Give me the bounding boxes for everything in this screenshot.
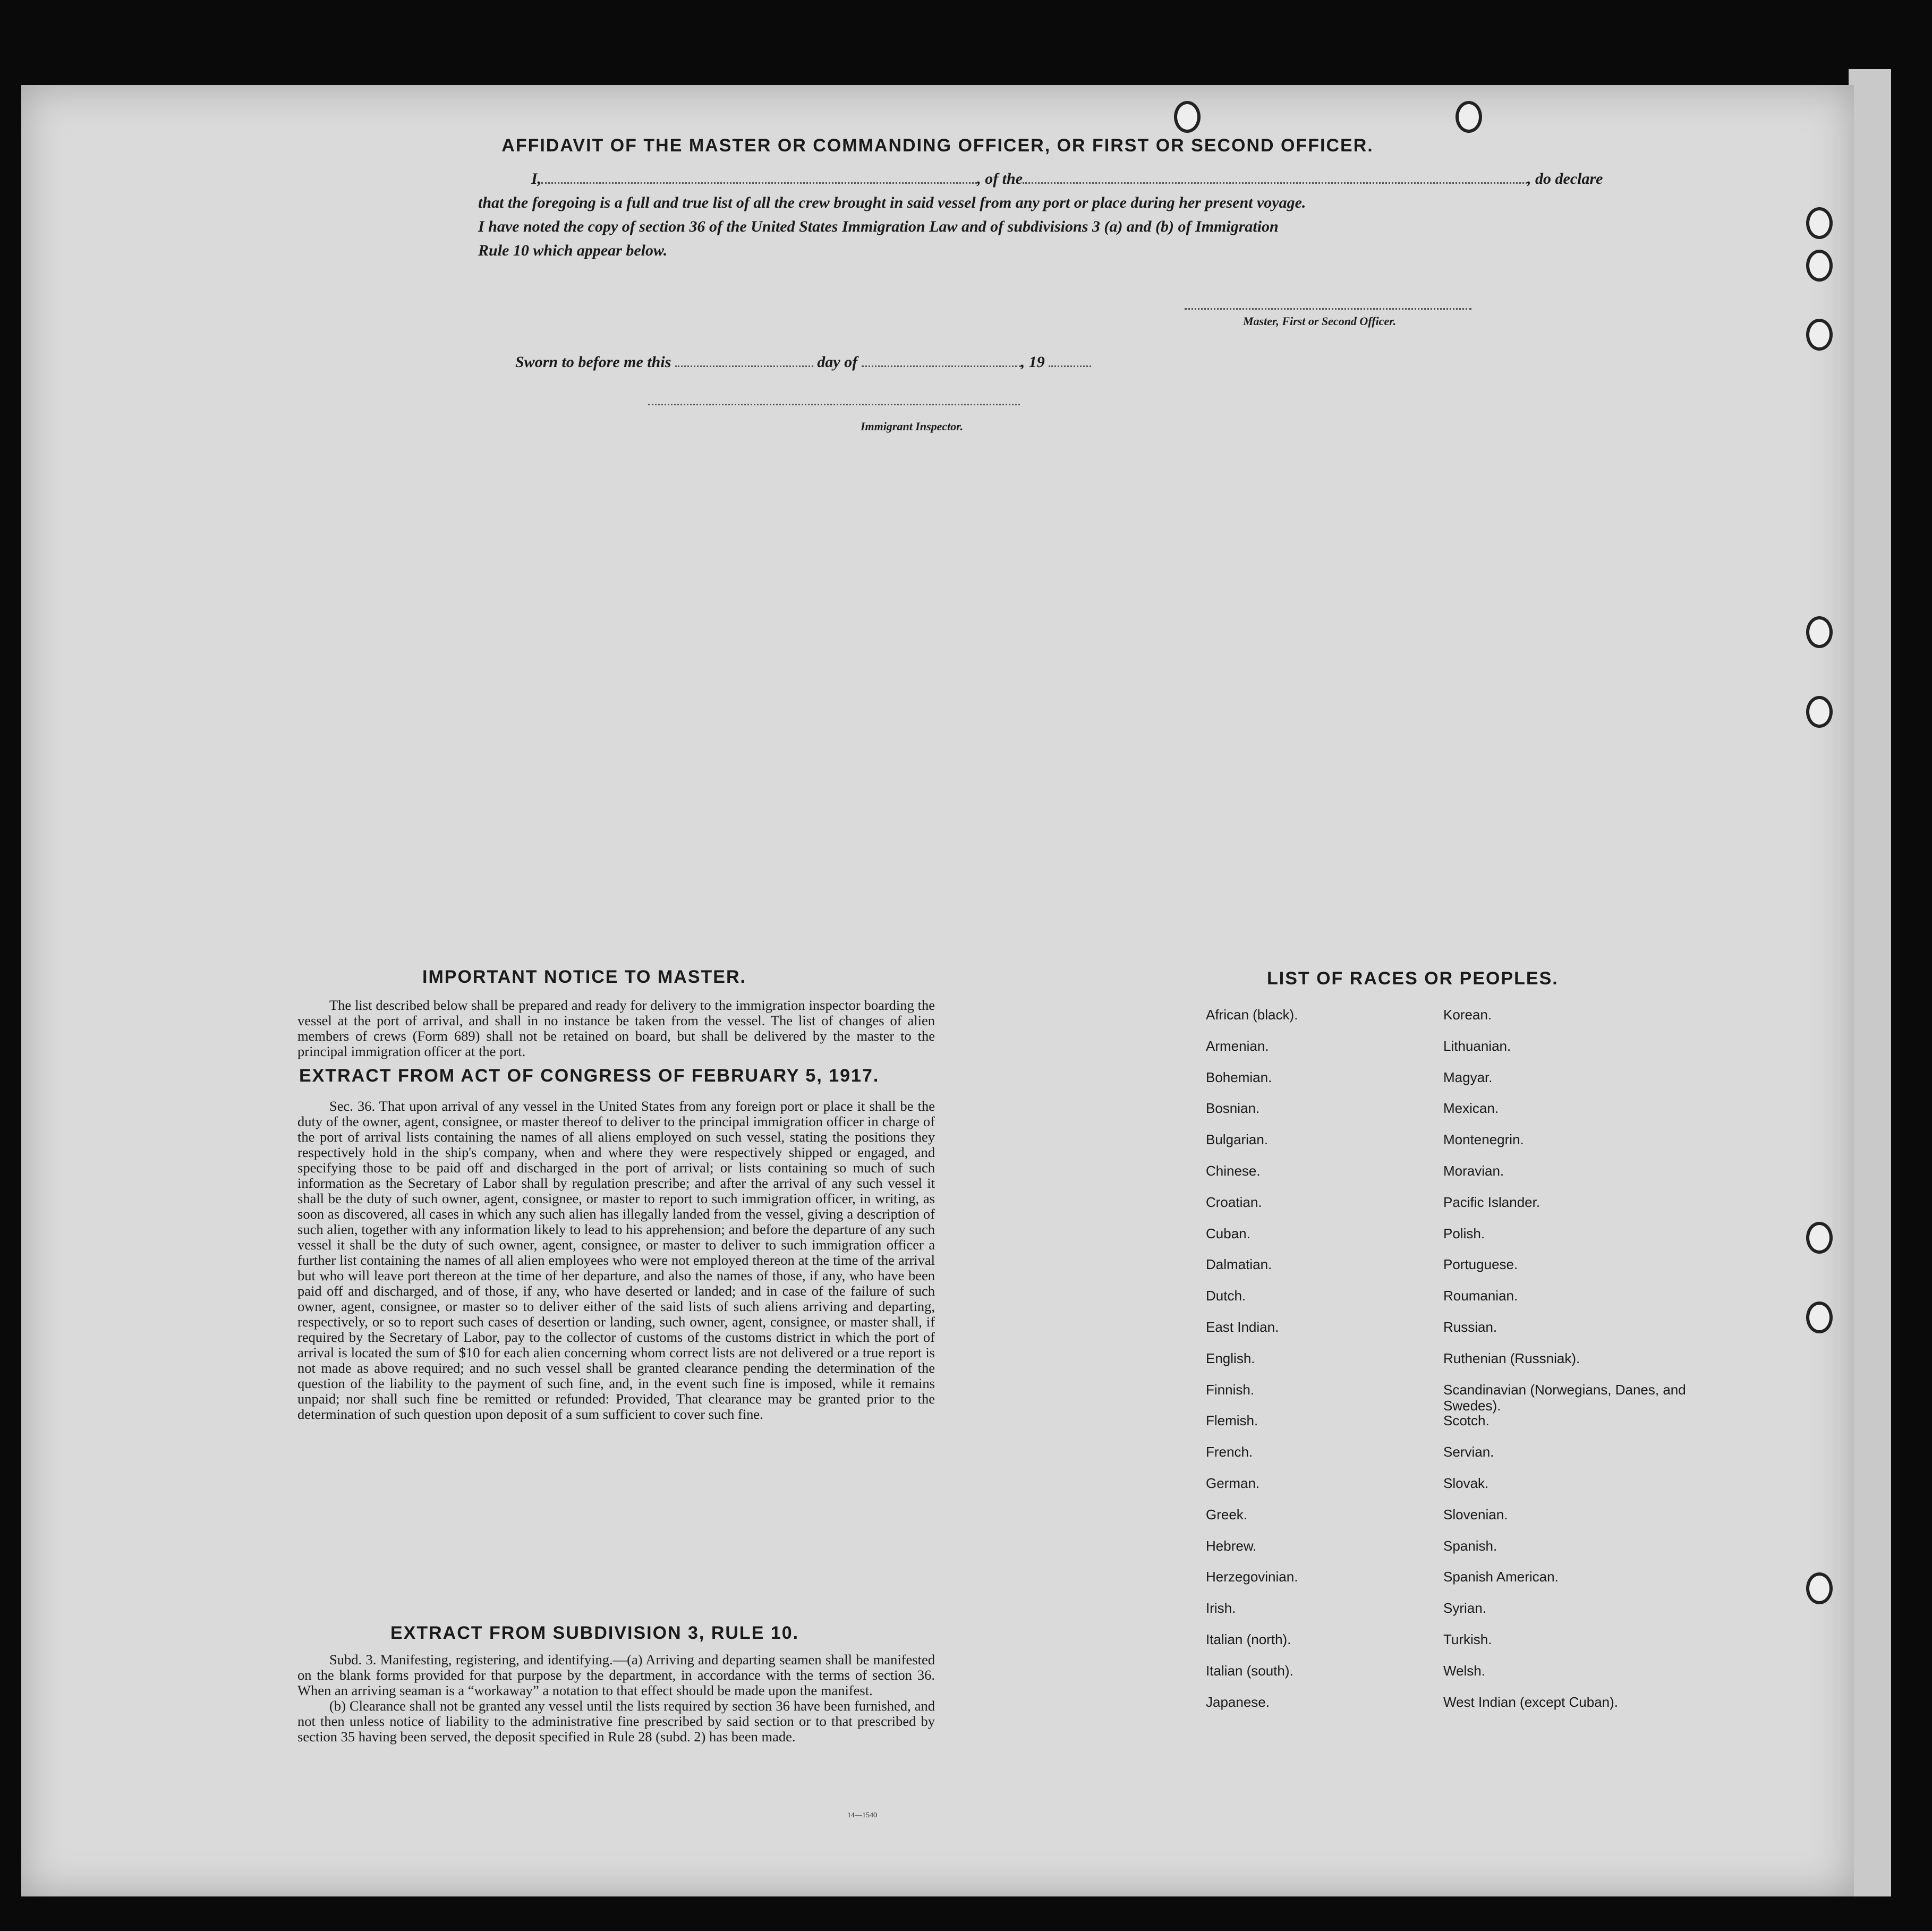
race-item: Portuguese. [1443, 1256, 1518, 1273]
rule-extract-text-b: (b) Clearance shall not be granted any vessel until the lists required by section 36 have been furnished, and not then unless notice of liability to the administrative fine prescribed by said section or to that prescribed by section 35 having been served, the deposit specified in Rule 28 (subd. 2) has been made. [297, 1698, 935, 1745]
master-signature-field[interactable] [1185, 308, 1471, 310]
punch-hole-icon [1806, 319, 1833, 351]
race-item: Armenian. [1206, 1037, 1269, 1054]
form-number: 14—1540 [847, 1811, 877, 1819]
race-item: Croatian. [1206, 1194, 1262, 1210]
race-item: Slovak. [1443, 1475, 1489, 1491]
punch-hole-icon [1806, 1301, 1833, 1333]
race-item: Spanish. [1443, 1537, 1497, 1554]
affidavit-of-the: , of the [977, 170, 1023, 188]
sworn-day-field[interactable] [675, 365, 813, 367]
sworn-year-field[interactable] [1049, 365, 1091, 367]
notice-text-block [297, 998, 935, 1059]
rule-extract-text-a: Subd. 3. Manifesting, registering, and identifying.—(a) Arriving and departing seamen shall be manifested on the blank forms provided for that purpose by the department, in accordance with the terms of section 36. When an arriving seaman is a “workaway” a notation to that effect should be made upon the manifest. [297, 1652, 935, 1698]
race-item: French. [1206, 1444, 1253, 1460]
affidavit-title: AFFIDAVIT OF THE MASTER OR COMMANDING OFFICER, OR FIRST OR SECOND OFFICER. [501, 135, 1374, 156]
race-item: Montenegrin. [1443, 1132, 1524, 1148]
race-item: Polish. [1443, 1225, 1485, 1241]
race-item: Dalmatian. [1206, 1256, 1272, 1273]
sworn-day-of: day of [817, 353, 858, 371]
race-item: Pacific Islander. [1443, 1194, 1541, 1210]
punch-hole-icon [1456, 101, 1482, 133]
punch-hole-icon [1806, 1222, 1833, 1254]
race-item: Cuban. [1206, 1225, 1250, 1241]
race-item: Dutch. [1206, 1288, 1246, 1304]
punch-hole-icon [1806, 250, 1833, 282]
race-item: Slovenian. [1443, 1506, 1508, 1522]
races-right-column [1443, 1007, 1688, 1725]
race-item: Spanish American. [1443, 1569, 1559, 1585]
race-item: Korean. [1443, 1007, 1492, 1023]
affidavit-line-2: that the foregoing is a full and true list of all the crew brought in said vessel from any port or place during her present voyage. [478, 194, 1306, 211]
inspector-signature-field[interactable] [648, 404, 1020, 405]
affidavit-do-declare: , do declare [1527, 170, 1603, 188]
affidavit-i: I, [531, 170, 542, 188]
notice-title: IMPORTANT NOTICE TO MASTER. [422, 967, 746, 987]
manifest-back-page [21, 85, 1854, 1896]
race-item: Greek. [1206, 1506, 1248, 1522]
master-signature-caption: Master, First or Second Officer. [1243, 314, 1397, 328]
sworn-line [515, 353, 1091, 371]
race-item: Herzegovinian. [1206, 1569, 1298, 1585]
race-item: Bohemian. [1206, 1069, 1272, 1085]
race-item: West Indian (except Cuban). [1443, 1694, 1619, 1710]
act-extract-title: EXTRACT FROM ACT OF CONGRESS OF FEBRUARY 5, 1917. [299, 1066, 880, 1086]
race-item: Japanese. [1206, 1694, 1270, 1710]
race-item: Roumanian. [1443, 1288, 1518, 1304]
act-extract-block [297, 1099, 935, 1422]
race-item: Flemish. [1206, 1413, 1258, 1429]
race-item: Italian (north). [1206, 1631, 1291, 1647]
race-item: African (black). [1206, 1007, 1298, 1023]
rule-extract-block [297, 1652, 935, 1745]
race-item: Servian. [1443, 1444, 1494, 1460]
race-item: Ruthenian (Russniak). [1443, 1350, 1580, 1366]
race-item: Turkish. [1443, 1631, 1492, 1647]
affidavit-line-3: I have noted the copy of section 36 of the United States Immigration Law and of subdivisions 3 (a) and (b) of Immigration [478, 218, 1279, 235]
notice-text: The list described below shall be prepared and ready for delivery to the immigration inspector boarding the vessel at the port of arrival, and shall in no instance be taken from the vessel. The list of changes of alien members of crews (Form 689) shall not be retained on board, but shall be delivered by the master to the principal immigration officer at the port. [297, 997, 935, 1059]
race-item: Moravian. [1443, 1162, 1504, 1179]
races-title: LIST OF RACES OR PEOPLES. [1267, 968, 1559, 989]
race-item: Italian (south). [1206, 1662, 1293, 1679]
sworn-month-field[interactable] [862, 365, 1021, 367]
master-name-field[interactable] [541, 182, 977, 184]
races-left-column [1206, 1007, 1429, 1725]
punch-hole-icon [1806, 616, 1833, 648]
affidavit-line-4: Rule 10 which appear below. [478, 242, 668, 259]
race-item: Irish. [1206, 1600, 1236, 1617]
race-item: Scandinavian (Norwegians, Danes, and Swedes). [1443, 1381, 1686, 1414]
punch-hole-icon [1806, 696, 1833, 728]
sworn-year: , 19 [1020, 353, 1045, 371]
affidavit-declaration-line [531, 170, 1603, 188]
race-item: Chinese. [1206, 1162, 1261, 1179]
race-item: Magyar. [1443, 1069, 1493, 1085]
race-item: German. [1206, 1475, 1260, 1491]
race-item: Bosnian. [1206, 1100, 1260, 1117]
rule-extract-title: EXTRACT FROM SUBDIVISION 3, RULE 10. [390, 1623, 799, 1643]
race-item: Finnish. [1206, 1381, 1255, 1398]
race-item: East Indian. [1206, 1318, 1279, 1335]
race-item: Mexican. [1443, 1100, 1499, 1117]
vessel-name-field[interactable] [1023, 182, 1527, 184]
race-item: Hebrew. [1206, 1537, 1257, 1554]
sworn-text: Sworn to before me this [515, 353, 671, 371]
inspector-caption: Immigrant Inspector. [861, 420, 964, 433]
punch-hole-icon [1174, 101, 1201, 133]
race-item: Scotch. [1443, 1413, 1490, 1429]
race-item: Lithuanian. [1443, 1037, 1511, 1054]
race-item: Russian. [1443, 1318, 1497, 1335]
race-item: Bulgarian. [1206, 1132, 1269, 1148]
race-item: Welsh. [1443, 1662, 1485, 1679]
race-item: English. [1206, 1350, 1255, 1366]
race-item: Syrian. [1443, 1600, 1486, 1617]
punch-hole-icon [1806, 1572, 1833, 1604]
punch-hole-icon [1806, 207, 1833, 239]
act-extract-text: Sec. 36. That upon arrival of any vessel in the United States from any foreign port or place it shall be the duty of the owner, agent, consignee, or master thereof to deliver to the principal immigration officer in charge of the port of arrival lists containing the names of all aliens employed on such vessel, stating the positions they respectively hold in the ship's company, when and where they were respectively shipped or engaged, and specifying those to be paid off and discharged in the port of arrival; or lists containing so much of such information as the Secretary of Labor shall by regulation prescribe; and after the arrival of any such vessel it shall be the duty of such owner, agent, consignee, or master to report to such immigration officer, in writing, as soon as discovered, all cases in which any such alien has illegally landed from the vessel, giving a description of such alien, together with any information likely to lead to his apprehension; and before the departure of any such vessel it shall be the duty of such owner, agent, consignee, or master to deliver to such immigration officer a further list containing the names of all alien employees who were not employed thereon at the time of the arrival but who will leave port thereon at the time of her departure, and also the names of those, if any, who have been paid off and discharged, and of those, if any, who have deserted or landed; and in case of the failure of such owner, agent, consignee, or master so to deliver either of the said lists of such aliens arriving and departing, respectively, or so to report such cases of desertion or landing, such owner, agent, consignee, or master shall, if required by the Secretary of Labor, pay to the collector of customs of the customs district in which the port of arrival is located the sum of $10 for each alien concerning whom correct lists are not delivered or a true report is not made as above required; and no such vessel shall be granted clearance pending the determination of the question of the liability to the payment of such fine, and, in the event such fine is imposed, while it remains unpaid; nor shall such fine be remitted or refunded: Provided, That clearance may be granted prior to the determination of such question upon deposit of a sum sufficient to cover such fine. [297, 1098, 935, 1422]
back-sheet-edge [1849, 69, 1891, 1896]
